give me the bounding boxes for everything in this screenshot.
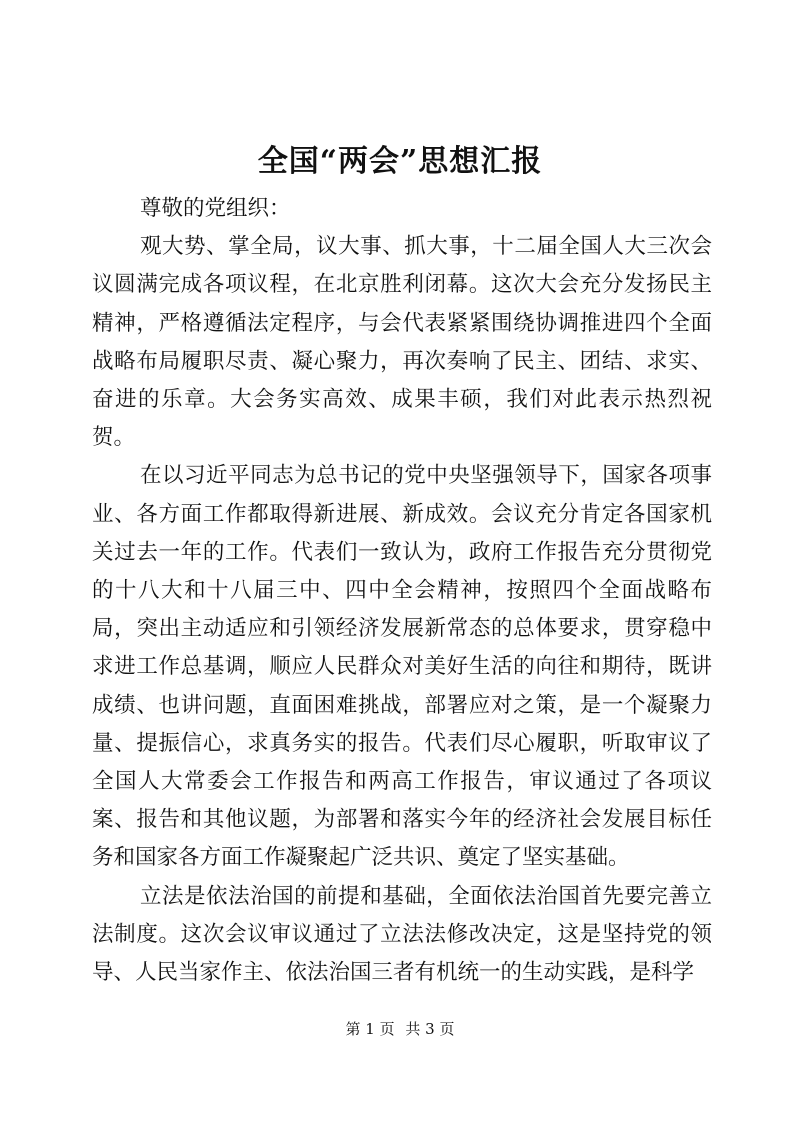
document-title: 全国“两会”思想汇报 bbox=[257, 144, 543, 179]
page-total: 共 3 页 bbox=[405, 1020, 455, 1038]
document-body bbox=[92, 190, 712, 992]
paragraph-3: 立法是依法治国的前提和基础，全面依法治国首先要完善立法制度。这次会议审议通过了立法法修改决定，这是坚持党的领导、人民当家作主、依法治国三者有机统一的生动实践，是科学 bbox=[92, 883, 712, 986]
page-footer bbox=[0, 1018, 800, 1040]
paragraph-2: 在以习近平同志为总书记的党中央坚强领导下，国家各项事业、各方面工作都取得新进展、新成效。会议充分肯定各国家机关过去一年的工作。代表们一致认为，政府工作报告充分贯彻党的十八大和十八届三中、四中全会精神，按照四个全面战略布局，突出主动适应和引领经济发展新常态的总体要求，贯穿稳中求进工作总基调，顺应人民群众对美好生活的向往和期待，既讲成绩、也讲问题，直面困难挑战，部署应对之策，是一个凝聚力量、提振信心，求真务实的报告。代表们尽心履职，听取审议了全国人大常委会工作报告和两高工作报告，审议通过了各项议案、报告和其他议题，为部署和落实今年的经济社会发展目标任务和国家各方面工作凝聚起广泛共识、奠定了坚实基础。 bbox=[92, 463, 712, 871]
salutation: 尊敬的党组织： bbox=[140, 196, 291, 221]
page-number: 第 1 页 bbox=[345, 1020, 395, 1038]
paragraph-1: 观大势、掌全局，议大事、抓大事，十二届全国人大三次会议圆满完成各项议程，在北京胜利闭幕。这次大会充分发扬民主精神，严格遵循法定程序，与会代表紧紧围绕协调推进四个全面战略布局履职尽责、凝心聚力，再次奏响了民主、团结、求实、奋进的乐章。大会务实高效、成果丰硕，我们对此表示热烈祝贺。 bbox=[92, 234, 712, 451]
